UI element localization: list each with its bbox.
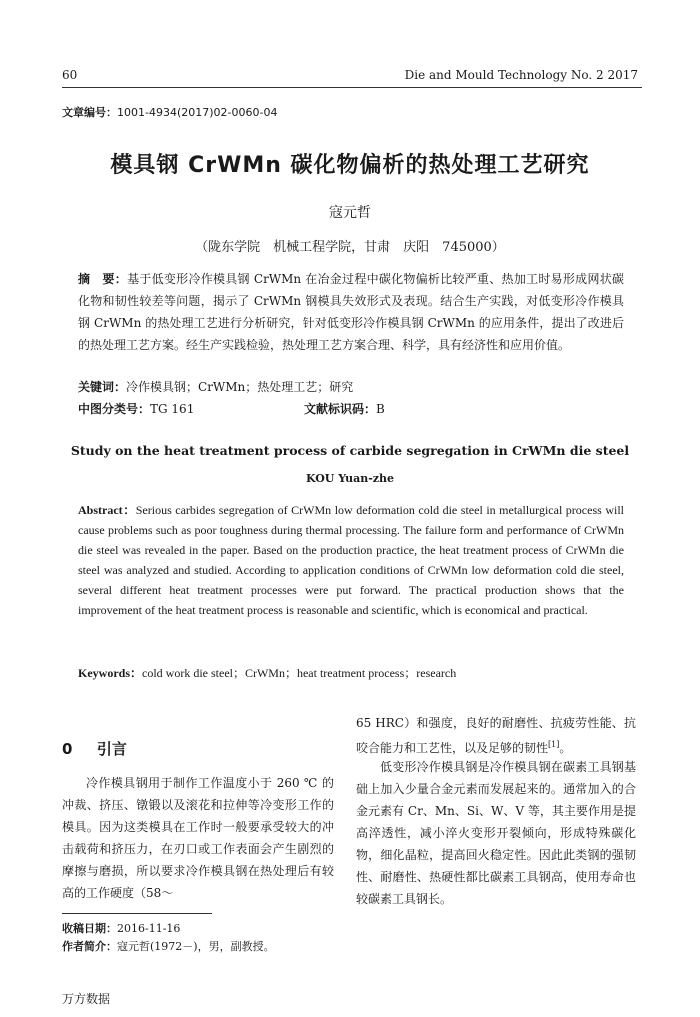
title-en: Study on the heat treatment process of carbide segregation in CrWMn die steel	[70, 443, 630, 458]
keywords-en	[78, 664, 624, 681]
doc-code-label: 文献标识码：	[303, 402, 376, 416]
body-right-p1-text: 65 HRC）和强度，良好的耐磨性、抗疲劳性能、抗咬合能力和工艺性，以及足够的韧性	[356, 716, 636, 755]
body-right-paragraph-2: 低变形冷作模具钢是冷作模具钢在碳素工具钢基础上加入少量合金元素而发展起来的。通常加入的合金元素有 Cr、Mn、Si、W、V 等，其主要作用是提高淬透性，减小淬火变形开裂倾向，形成特殊碳化物，细化晶粒，提高回火稳定性。因此此类钢的强韧性、耐磨性、热硬性都比碳素工具钢高，使用寿命也较碳素工具钢长。	[356, 760, 636, 906]
body-left-paragraph: 冷作模具钢用于制作工作温度小于 260 ℃ 的冲裁、挤压、镦锻以及滚花和拉伸等冷变形工作的模具。因为这类模具在工作时一般要承受较大的冲击载荷和挤压力，在刃口或工作表面会产生剧烈的摩擦与磨损，所以要求冷作模具钢在热处理后有较高的工作硬度（58～	[62, 776, 334, 900]
classification-line	[78, 400, 624, 417]
footnote-received	[62, 920, 180, 936]
author-bio-label: 作者简介：	[62, 940, 117, 953]
author-bio: 寇元哲(1972－)，男，副教授。	[117, 940, 275, 953]
article-number	[62, 104, 277, 120]
abstract-cn-text: 基于低变形冷作模具钢 CrWMn 在冶金过程中碳化物偏析比较严重、热加工时易形成网状碳化物和韧性较差等问题，揭示了 CrWMn 钢模具失效形式及表现。结合生产实践，对低变形冷作模具钢 CrWMn 的热处理工艺进行分析研究，针对低变形冷作模具钢 CrWMn 的应用条件，提出了改进后的热处理工艺方案。经生产实践检验，热处理工艺方案合理、科学，具有经济性和应用价值。	[78, 272, 624, 352]
article-number-value: 1001-4934(2017)02-0060-04	[117, 106, 278, 119]
article-number-label: 文章编号：	[62, 106, 117, 119]
reference-marker: [1]	[548, 740, 560, 749]
abstract-en-label: Abstract：	[78, 503, 136, 517]
received-date: 2016-11-16	[117, 922, 181, 935]
body-right-p1-end: 。	[559, 741, 572, 755]
keywords-cn-text: 冷作模具钢；CrWMn；热处理工艺；研究	[126, 380, 354, 394]
keywords-cn-label: 关键词：	[78, 380, 127, 394]
footnote-divider	[62, 913, 212, 914]
abstract-cn-label: 摘 要：	[78, 272, 128, 286]
section-number: 0	[62, 740, 73, 758]
affiliation-cn: （陇东学院 机械工程学院，甘肃 庆阳 745000）	[195, 240, 505, 255]
journal-header: Die and Mould Technology No. 2 2017	[404, 68, 638, 82]
section-heading	[62, 738, 127, 759]
abstract-en	[78, 500, 624, 620]
clc-label: 中图分类号：	[78, 402, 151, 416]
watermark: 万方数据	[62, 992, 111, 1006]
clc-value: TG 161	[150, 402, 195, 416]
section-title: 引言	[96, 740, 127, 758]
author-cn: 寇元哲	[329, 205, 371, 221]
header-divider	[62, 87, 642, 88]
abstract-en-text: Serious carbides segregation of CrWMn low deformation cold die steel in metallurgical process will cause problems such as poor toughness during thermal processing. The failure form and performance of CrWMn die steel was revealed in the paper. Based on the production practice, the heat treatment process of CrWMn die steel was analyzed and studied. According to application conditions of CrWMn low deformation cold die steel, several different heat treatment processes were put forward. The practical production shows that the improvement of the heat treatment process is reasonable and scientific, which is economical and practical.	[78, 503, 624, 617]
keywords-en-label: Keywords：	[78, 666, 142, 680]
doc-code-value: B	[376, 402, 385, 416]
footnote-author	[62, 938, 275, 954]
keywords-en-text: cold work die steel；CrWMn；heat treatment process；research	[142, 666, 457, 680]
abstract-cn	[78, 268, 624, 356]
received-label: 收稿日期：	[62, 922, 117, 935]
author-en: KOU Yuan-zhe	[305, 472, 395, 485]
title-cn: 模具钢 CrWMn 碳化物偏析的热处理工艺研究	[110, 153, 590, 178]
body-right-paragraph-1	[356, 712, 636, 759]
keywords-cn	[78, 378, 624, 395]
page-number: 60	[62, 68, 78, 82]
